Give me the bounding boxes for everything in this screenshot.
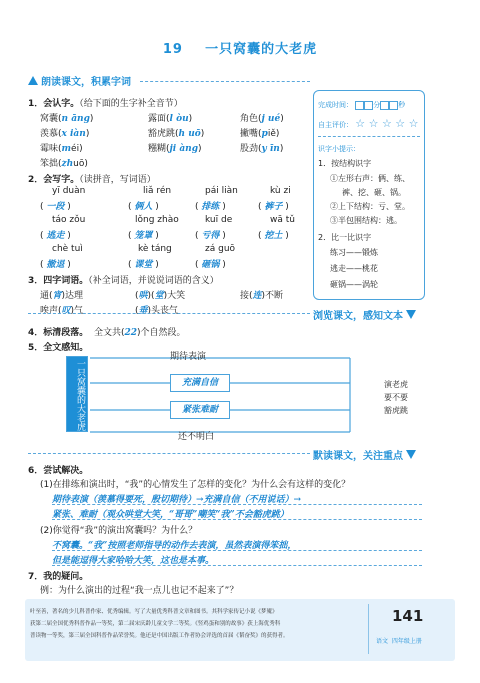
pinyin: lǒng zhào [135, 215, 179, 225]
divider [368, 604, 369, 654]
answer-line [52, 519, 422, 520]
tips-title: 识字小提示： [318, 145, 360, 153]
q2-note: （读拼音，写词语） [79, 175, 156, 185]
footer-text: 叶至善，著名的少儿科普作家、优秀编辑。写了大量优秀科普文章和图书。其科学家传记小说《梦魇》 获第二届全国优秀科普作品一等奖，第二届宋庆龄儿童文学二等奖。《竖鸡蛋和别的故事》获上海优秀科 普读物一等奖，第三届全国科普作品荣誉奖。他还是中国出版工作者协会评选的首届《韬奋奖》的获得者。 [30, 609, 289, 639]
q5-heading: 5．全文感知。 [28, 343, 89, 353]
answer-word: ( 砸锅 ) [195, 260, 226, 270]
q1-item: 露面(l òu) [148, 114, 193, 124]
triangle-up-icon [28, 76, 38, 85]
tip: 1．按结构识字 [318, 159, 372, 168]
section-2-header [313, 307, 416, 322]
q1-item: 角色(j ué) [240, 114, 284, 124]
pinyin: kè táng [138, 244, 172, 254]
pinyin: zá guō [205, 244, 236, 254]
q6-p2: (2)你觉得“我”的演出窝囊吗？为什么？ [40, 526, 198, 536]
q3-heading [28, 273, 219, 286]
pinyin: chè tuì [52, 244, 83, 254]
flow-lines [60, 346, 380, 446]
diagram-top: 期待表演 [170, 352, 207, 362]
diagram-box-1: 充满自信 [170, 374, 230, 392]
q6-p1: (1)在排练和演出时，“我”的心情发生了怎样的变化？为什么会有这样的变化？ [40, 480, 351, 490]
lesson-number: 19 [162, 42, 183, 57]
tip: ①左形右声：俩、练、 [330, 174, 410, 183]
pinyin: kù zi [270, 186, 291, 196]
answer-line [52, 565, 422, 566]
idiom: (垂)头丧气 [135, 306, 179, 316]
q3-label: 3．四字词语。 [28, 276, 89, 286]
idiom: 接(连)不断 [240, 291, 284, 301]
q1-item: 豁虎跳(h uō) [148, 129, 205, 139]
idiom: 唉声(叹)气 [40, 306, 84, 316]
answer-word: ( 裤子 ) [258, 202, 289, 212]
section-3-header [313, 447, 416, 462]
answer-word: ( 亏得 ) [195, 231, 226, 241]
answer-word: ( 排练 ) [195, 202, 226, 212]
section-1-header [28, 73, 131, 88]
q6-heading: 6．尝试解决。 [28, 466, 89, 476]
q7-heading: 7．我的疑问。 [28, 572, 89, 582]
pinyin: pái liàn [205, 186, 238, 196]
tip: 2．比一比识字 [318, 233, 372, 242]
lesson-name: 一只窝囊的大老虎 [205, 42, 318, 57]
tip: ②上下结构：亏、堂。 [330, 202, 410, 211]
answer-line [52, 504, 422, 505]
q2-label: 2．会写字。 [28, 175, 80, 185]
q1-item: 笨拙(zhuō) [40, 159, 88, 169]
q2-heading [28, 172, 156, 185]
page-number: 141 [392, 607, 424, 625]
lesson-title [0, 38, 480, 57]
q1-item: 霉味(méi) [40, 144, 83, 154]
section-1-title: 朗读课文，积累字词 [41, 77, 131, 88]
triangle-down-icon [406, 310, 416, 319]
q1-note: （给下面的生字补全音节） [79, 99, 183, 109]
compare-pair: 练习——锻炼 [330, 248, 378, 257]
q4: 4．标清段落。 全文共(22)个自然段。 [28, 328, 186, 338]
book-info: 语文 四年级上册 [376, 638, 422, 645]
idiom: (哄)(堂)大笑 [135, 291, 186, 301]
q1-item: 羡慕(x iàn) [40, 129, 90, 139]
star-rating-icon[interactable]: ☆ ☆ ☆ ☆ ☆ [355, 117, 419, 130]
compare-pair: 逃走——桃花 [330, 264, 378, 273]
idiom: 通(宵)达理 [40, 291, 84, 301]
diagram-right: 演老虎 要不要 豁虎跳 [384, 380, 408, 415]
pinyin: wā tǔ [270, 215, 295, 225]
q1-item: 窝囊(n āng) [40, 114, 94, 124]
divider [140, 81, 310, 82]
pinyin: liǎ rén [143, 186, 172, 196]
section-2-title: 浏览课文，感知文本 [313, 311, 403, 322]
pinyin: táo zǒu [52, 215, 86, 225]
divider [28, 313, 310, 314]
q1-heading [28, 96, 183, 109]
diagram-bottom: 还不明白 [178, 432, 215, 442]
pinyin: kuī de [205, 215, 233, 225]
divider [28, 453, 310, 454]
diagram-box-2: 紧张难耐 [170, 401, 230, 419]
tip: 裤、挖、砸、锅。 [342, 188, 406, 197]
compare-pair: 砸锅——涡轮 [330, 280, 378, 289]
answer-word: ( 挖土 ) [258, 231, 289, 241]
divider [318, 136, 420, 137]
triangle-down-icon [406, 450, 416, 459]
q1-item: 撇嘴(piě) [240, 129, 280, 139]
q1-item: 糨糊(ji àng) [148, 144, 202, 154]
q6-a1: 期待表演（羡慕得要死，殷切期待）→充满自信（不用说话）→ [52, 495, 302, 505]
answer-word: ( 撤退 ) [40, 260, 71, 270]
time-row: 完成时间： 分 秒 [318, 101, 406, 109]
answer-word: ( 俩人 ) [128, 202, 159, 212]
pinyin: yī duàn [52, 186, 86, 196]
q6-a2: 不窝囊。“我”按照老师指导的动作去表演，虽然表演得笨拙， [52, 541, 297, 551]
tip: ③半包围结构：逃。 [330, 216, 402, 225]
q3-note: （补全词语，并说说词语的含义） [88, 276, 219, 286]
q1-item: 股劲(y īn) [240, 144, 284, 154]
answer-word: ( 课堂 ) [128, 260, 159, 270]
section-3-title: 默读课文，关注重点 [313, 451, 403, 462]
self-eval-row: 自主评价： ☆ ☆ ☆ ☆ ☆ [318, 117, 419, 130]
answer-line [52, 550, 422, 551]
answer-word: ( 笼罩 ) [128, 231, 159, 241]
q1-label: 1．会认字。 [28, 99, 80, 109]
diagram-left-title: 一只窝囊的大老虎 [75, 359, 85, 431]
answer-word: ( 一段 ) [40, 202, 71, 212]
q6-a1: 紧张、难耐（观众哄堂大笑，“哥哥”嘲笑“我”不会豁虎跳） [52, 510, 289, 520]
q7-example: 例：为什么演出的过程“我一点儿也记不起来了”？ [40, 586, 239, 596]
q6-a2: 但是能逗得大家哈哈大笑，这也是本事。 [52, 556, 215, 566]
answer-word: ( 逃走 ) [40, 231, 71, 241]
